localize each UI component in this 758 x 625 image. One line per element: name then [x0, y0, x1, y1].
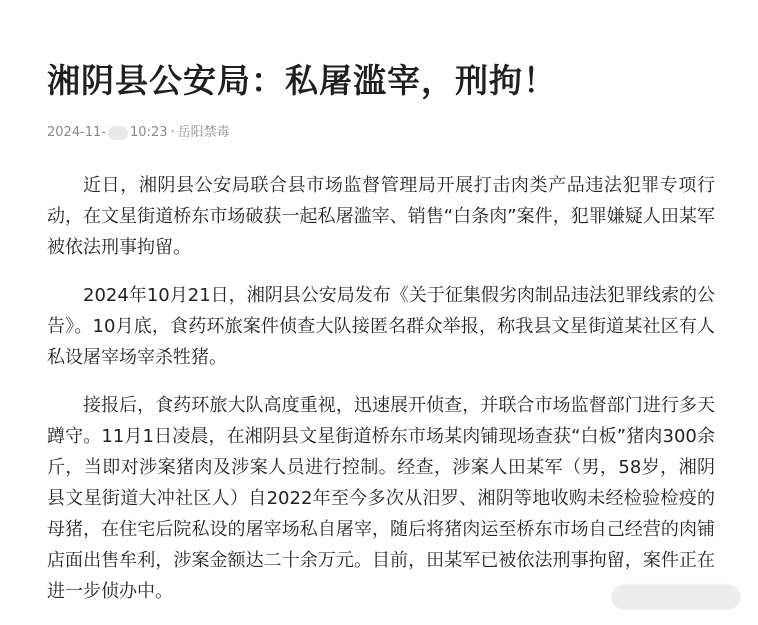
redacted-patch [108, 126, 128, 140]
paragraph-3: 接报后，食药环旅大队高度重视，迅速展开侦查，并联合市场监督部门进行多天蹲守。11月1日凌晨，在湘阴县文星街道桥东市场某肉铺现场查获“白板”猪肉300余斤，当即对涉案猪肉及涉案人员进行控制。经查，涉案人田某军（男，58岁，湘阴县文星街道大冲社区人）自2022年至今多次从汨罗、湘阴等地收购未经检验检疫的母猪，在住宅后院私设的屠宰场私自屠宰，随后将猪肉运至桥东市场自己经营的肉铺店面出售牟利，涉案金额达二十余万元。目前，田某军已被依法刑事拘留，案件正在进一步侦办中。 [47, 395, 715, 602]
floating-toolbar-overlay [612, 585, 740, 609]
article-meta [47, 124, 718, 142]
article-source[interactable]: 岳阳禁毒 [177, 125, 230, 140]
meta-separator: · [170, 125, 175, 140]
publish-time: 10:23 [130, 125, 168, 140]
paragraph-1: 近日，湘阴县公安局联合县市场监督管理局开展打击肉类产品违法犯罪专项行动，在文星街道桥东市场破获一起私屠滥宰、销售“白条肉”案件，犯罪嫌疑人田某军被依法刑事拘留。 [47, 175, 715, 258]
article-body [47, 170, 718, 607]
paragraph-2: 2024年10月21日，湘阴县公安局发布《关于征集假劣肉制品违法犯罪线索的公告》。10月底，食药环旅案件侦查大队接匿名群众举报，称我县文星街道某社区有人私设屠宰场宰杀牲猪。 [47, 285, 715, 368]
article-title: 湘阴县公安局：私屠滥宰，刑拘！ [47, 61, 557, 100]
publish-date: 2024-11- [47, 125, 107, 140]
